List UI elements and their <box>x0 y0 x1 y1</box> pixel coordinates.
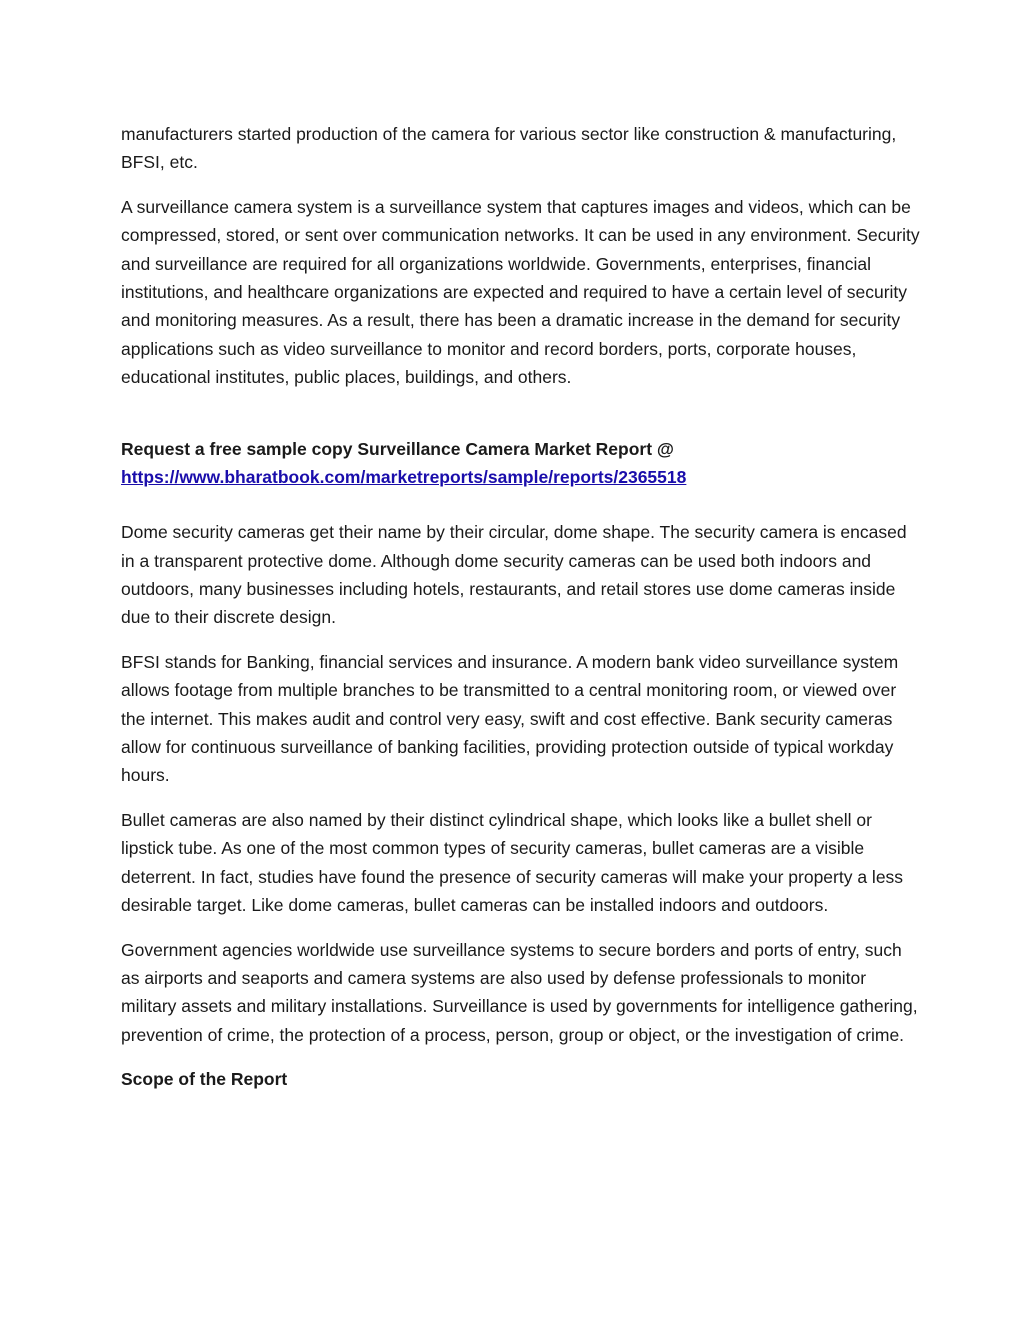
paragraph-bfsi: BFSI stands for Banking, financial services and insurance. A modern bank video surveillance system allows footage from multiple branches to be transmitted to a central monitoring room, or viewed over the internet. This makes audit and control very easy, swift and cost effective. Bank security cameras allow for continuous surveillance of banking facilities, providing protection outside of typical workday hours. <box>121 651 899 786</box>
spacer <box>121 491 921 518</box>
sample-request-text: Request a free sample copy Surveillance Camera Market Report @ <box>121 438 674 459</box>
sample-report-link[interactable]: https://www.bharatbook.com/marketreports/sample/reports/2365518 <box>121 466 687 487</box>
paragraph-surveillance-system: A surveillance camera system is a surveillance system that captures images and videos, which can be compressed, stored, or sent over communication networks. It can be used in any environment. Security and surveillance are required for all organizations worldwide. Governments, enterprises, financial institutions, and healthcare organizations are expected and required to have a certain level of security and monitoring measures. As a result, there has been a dramatic increase in the demand for security applications such as video surveillance to monitor and record borders, ports, corporate houses, educational institutes, public places, buildings, and others. <box>121 197 920 387</box>
paragraph-intro-continued: manufacturers started production of the camera for various sector like construction & manufacturing, BFSI, etc. <box>121 124 897 173</box>
document-page <box>121 120 921 1110</box>
paragraph-dome-cameras: Dome security cameras get their name by their circular, dome shape. The security camera is encased in a transparent protective dome. Although dome security cameras can be used both indoors and outdoors, many businesses including hotels, restaurants, and retail stores use dome cameras inside due to their discrete design. <box>121 522 907 628</box>
spacer <box>121 408 921 435</box>
heading-scope-of-report: Scope of the Report <box>121 1069 288 1090</box>
paragraph-government: Government agencies worldwide use surveillance systems to secure borders and ports of entry, such as airports and seaports and camera systems are also used by defense professionals to monitor military assets and military installations. Surveillance is used by governments for intelligence gathering, prevention of crime, the protection of a process, person, group or object, or the investigation of crime. <box>121 939 918 1045</box>
paragraph-bullet-cameras: Bullet cameras are also named by their distinct cylindrical shape, which looks like a bullet shell or lipstick tube. As one of the most common types of security cameras, bullet cameras are a visible deterrent. In fact, studies have found the presence of security cameras will make your property a less desirable target. Like dome cameras, bullet cameras can be installed indoors and outdoors. <box>121 809 904 915</box>
